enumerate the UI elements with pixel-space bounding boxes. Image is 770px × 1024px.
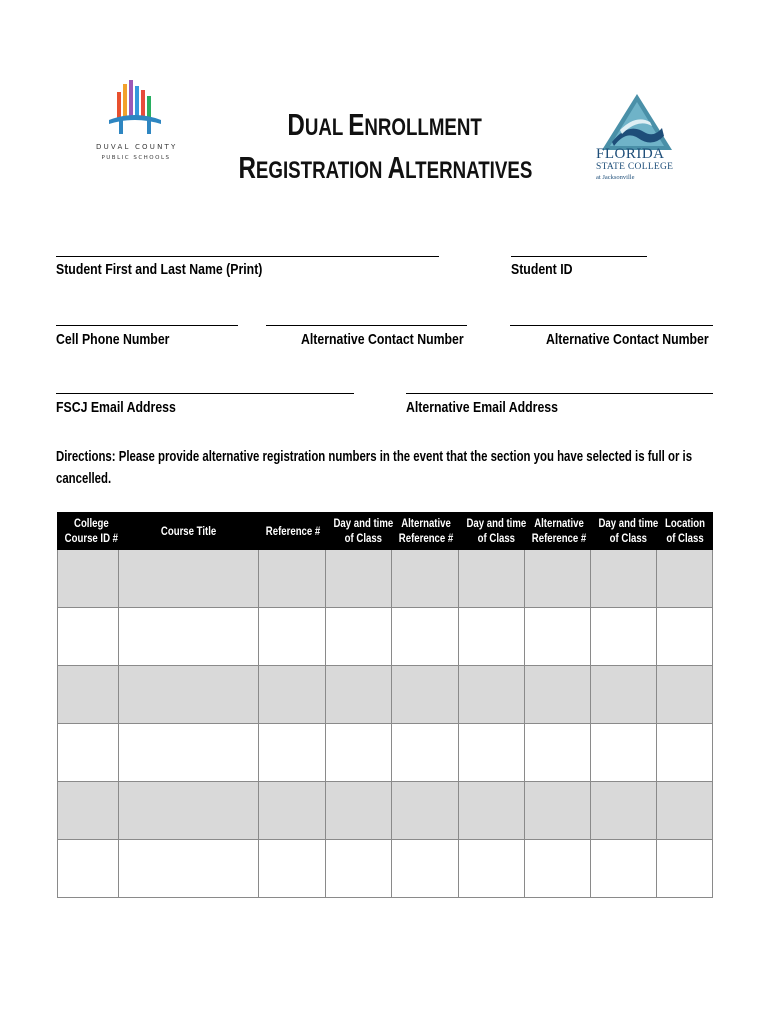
duval-line2: PUBLIC SCHOOLS	[101, 155, 171, 161]
table-cell[interactable]	[657, 550, 713, 608]
col-location: Location of Class	[657, 513, 713, 550]
table-cell[interactable]	[591, 840, 657, 898]
col-day-time-2: Day and time of Class	[459, 513, 525, 550]
col-alt-reference-1: Alternative Reference #	[392, 513, 459, 550]
alt-email-label: Alternative Email Address	[406, 399, 558, 416]
cell-phone-label: Cell Phone Number	[56, 331, 170, 348]
table-cell[interactable]	[459, 840, 525, 898]
table-cell[interactable]	[326, 724, 392, 782]
table-cell[interactable]	[119, 840, 259, 898]
col-day-time-1: Day and time of Class	[326, 513, 392, 550]
table-row	[58, 666, 713, 724]
fscj-line3: at Jacksonville	[596, 174, 635, 181]
table-cell[interactable]	[591, 666, 657, 724]
table-cell[interactable]	[525, 724, 591, 782]
table-cell[interactable]	[525, 840, 591, 898]
alt-contact-1-line[interactable]	[266, 325, 467, 326]
table-cell[interactable]	[326, 782, 392, 840]
table-cell[interactable]	[58, 840, 119, 898]
col-reference: Reference #	[259, 513, 326, 550]
alt-contact-2-line[interactable]	[510, 325, 713, 326]
student-name-line[interactable]	[56, 256, 439, 257]
table-row	[58, 550, 713, 608]
table-cell[interactable]	[459, 608, 525, 666]
table-cell[interactable]	[58, 608, 119, 666]
table-cell[interactable]	[657, 608, 713, 666]
table-cell[interactable]	[591, 608, 657, 666]
table-cell[interactable]	[459, 550, 525, 608]
page-title-line2: REGISTRATION ALTERNATIVES	[238, 150, 532, 185]
table-cell[interactable]	[259, 666, 326, 724]
table-cell[interactable]	[459, 724, 525, 782]
table-cell[interactable]	[525, 550, 591, 608]
duval-line1: DUVAL COUNTY	[96, 143, 178, 151]
table-cell[interactable]	[392, 782, 459, 840]
table-header-row	[58, 513, 713, 550]
table-cell[interactable]	[326, 840, 392, 898]
table-cell[interactable]	[657, 782, 713, 840]
col-college-course-id: College Course ID #	[58, 513, 119, 550]
fscj-email-line[interactable]	[56, 393, 354, 394]
table-row	[58, 840, 713, 898]
alt-contact-2-label: Alternative Contact Number	[546, 331, 709, 348]
table-cell[interactable]	[326, 550, 392, 608]
col-alt-reference-2: Alternative Reference #	[525, 513, 591, 550]
table-cell[interactable]	[591, 550, 657, 608]
table-cell[interactable]	[657, 840, 713, 898]
table-cell[interactable]	[392, 550, 459, 608]
table-cell[interactable]	[591, 782, 657, 840]
table-cell[interactable]	[392, 840, 459, 898]
col-course-title: Course Title	[119, 513, 259, 550]
alternatives-table	[57, 512, 713, 898]
table-row	[58, 724, 713, 782]
directions-text: Directions: Please provide alternative registration numbers in the event that the section you have selected is full or is cancelled.	[56, 448, 693, 487]
table-cell[interactable]	[119, 724, 259, 782]
table-cell[interactable]	[58, 782, 119, 840]
table-cell[interactable]	[459, 782, 525, 840]
table-row	[58, 782, 713, 840]
table-cell[interactable]	[119, 782, 259, 840]
table-cell[interactable]	[326, 666, 392, 724]
col-day-time-3: Day and time of Class	[591, 513, 657, 550]
table-cell[interactable]	[259, 608, 326, 666]
table-row	[58, 608, 713, 666]
fscj-line1: FLORIDA	[596, 146, 665, 162]
page-title-line1: DUAL ENROLLMENT	[287, 107, 483, 142]
table-cell[interactable]	[657, 666, 713, 724]
table-cell[interactable]	[259, 782, 326, 840]
student-id-line[interactable]	[511, 256, 647, 257]
table-cell[interactable]	[259, 724, 326, 782]
table-cell[interactable]	[326, 608, 392, 666]
table-cell[interactable]	[58, 550, 119, 608]
table-cell[interactable]	[392, 724, 459, 782]
cell-phone-line[interactable]	[56, 325, 238, 326]
table-cell[interactable]	[119, 666, 259, 724]
table-cell[interactable]	[525, 782, 591, 840]
table-cell[interactable]	[259, 840, 326, 898]
table-cell[interactable]	[58, 724, 119, 782]
table-cell[interactable]	[259, 550, 326, 608]
table-cell[interactable]	[58, 666, 119, 724]
table-cell[interactable]	[591, 724, 657, 782]
fscj-line2: STATE COLLEGE	[596, 162, 674, 172]
student-id-label: Student ID	[511, 261, 573, 278]
table-cell[interactable]	[119, 550, 259, 608]
table-cell[interactable]	[657, 724, 713, 782]
table-cell[interactable]	[392, 666, 459, 724]
table-cell[interactable]	[119, 608, 259, 666]
table-cell[interactable]	[392, 608, 459, 666]
table-cell[interactable]	[459, 666, 525, 724]
alt-contact-1-label: Alternative Contact Number	[301, 331, 464, 348]
table-cell[interactable]	[525, 666, 591, 724]
table-cell[interactable]	[525, 608, 591, 666]
table-body	[58, 550, 713, 898]
alt-email-line[interactable]	[406, 393, 713, 394]
fscj-email-label: FSCJ Email Address	[56, 399, 176, 416]
student-name-label: Student First and Last Name (Print)	[56, 261, 263, 278]
